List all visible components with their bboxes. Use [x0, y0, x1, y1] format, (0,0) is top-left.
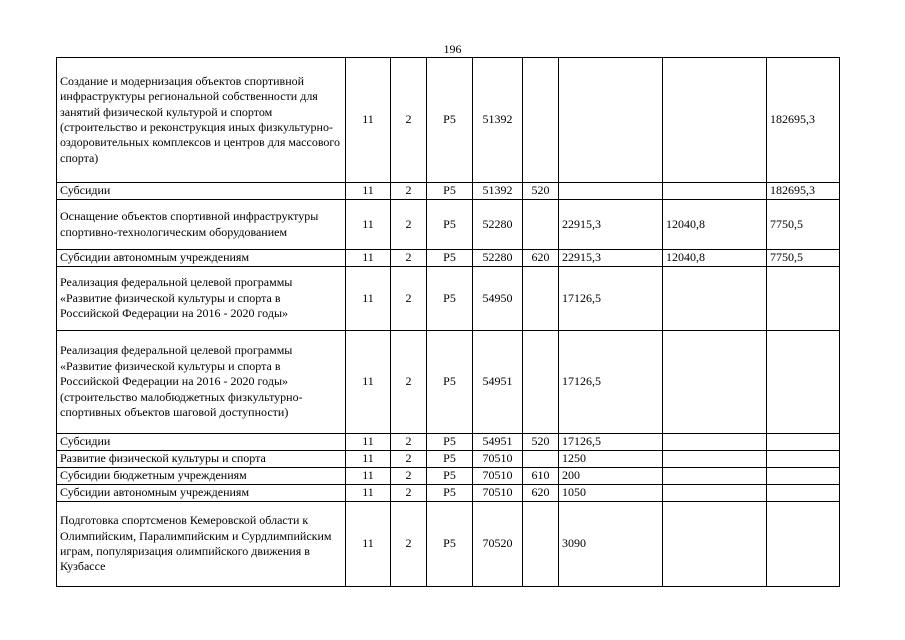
- amount-year-2: [663, 183, 767, 200]
- amount-year-1: 22915,3: [559, 200, 663, 250]
- amount-year-2: [663, 468, 767, 485]
- item-name: Субсидии автономным учреждениям: [57, 250, 346, 267]
- program-code: Р5: [427, 485, 473, 502]
- subsection-code: 2: [391, 331, 427, 434]
- amount-year-1: [559, 183, 663, 200]
- section-code: 11: [346, 200, 391, 250]
- expense-type-code: [523, 267, 559, 331]
- target-article-code: 54951: [473, 331, 523, 434]
- amount-year-1: 17126,5: [559, 434, 663, 451]
- amount-year-3: [767, 331, 840, 434]
- amount-year-2: [663, 331, 767, 434]
- expense-type-code: [523, 451, 559, 468]
- table-row: [57, 250, 840, 267]
- target-article-code: 52280: [473, 250, 523, 267]
- item-name: Реализация федеральной целевой программы «Развитие физической культуры и спорта в Российской Федерации на 2016 - 2020 годы»: [57, 267, 346, 331]
- program-code: Р5: [427, 58, 473, 183]
- item-name: Субсидии бюджетным учреждениям: [57, 468, 346, 485]
- amount-year-2: [663, 267, 767, 331]
- table-row: [57, 502, 840, 587]
- expense-type-code: [523, 58, 559, 183]
- target-article-code: 52280: [473, 200, 523, 250]
- subsection-code: 2: [391, 250, 427, 267]
- expense-type-code: 620: [523, 485, 559, 502]
- amount-year-2: [663, 58, 767, 183]
- section-code: 11: [346, 434, 391, 451]
- item-name: Создание и модернизация объектов спортивной инфраструктуры региональной собственности для занятий физической культурой и спортом (строительство и реконструкция иных физкультурно-оздоровительных комплексов и центров для массового спорта): [57, 58, 346, 183]
- amount-year-1: 200: [559, 468, 663, 485]
- amount-year-1: 1250: [559, 451, 663, 468]
- table-row: [57, 485, 840, 502]
- amount-year-3: 7750,5: [767, 200, 840, 250]
- program-code: Р5: [427, 451, 473, 468]
- item-name: Субсидии: [57, 183, 346, 200]
- subsection-code: 2: [391, 183, 427, 200]
- item-name: Развитие физической культуры и спорта: [57, 451, 346, 468]
- target-article-code: 70510: [473, 451, 523, 468]
- amount-year-2: [663, 485, 767, 502]
- table-row: [57, 267, 840, 331]
- amount-year-2: [663, 502, 767, 587]
- amount-year-1: 17126,5: [559, 267, 663, 331]
- target-article-code: 70510: [473, 468, 523, 485]
- amount-year-2: 12040,8: [663, 250, 767, 267]
- section-code: 11: [346, 485, 391, 502]
- program-code: Р5: [427, 331, 473, 434]
- amount-year-1: 17126,5: [559, 331, 663, 434]
- target-article-code: 54951: [473, 434, 523, 451]
- subsection-code: 2: [391, 267, 427, 331]
- section-code: 11: [346, 58, 391, 183]
- table-row: [57, 451, 840, 468]
- item-name: Подготовка спортсменов Кемеровской области к Олимпийским, Паралимпийским и Сурдлимпийским играм, популяризация олимпийского движения в Кузбассе: [57, 502, 346, 587]
- amount-year-1: [559, 58, 663, 183]
- expense-type-code: 610: [523, 468, 559, 485]
- program-code: Р5: [427, 200, 473, 250]
- table-row: [57, 183, 840, 200]
- program-code: Р5: [427, 250, 473, 267]
- item-name: Субсидии: [57, 434, 346, 451]
- expense-type-code: 520: [523, 434, 559, 451]
- subsection-code: 2: [391, 58, 427, 183]
- section-code: 11: [346, 267, 391, 331]
- amount-year-2: [663, 451, 767, 468]
- item-name: Реализация федеральной целевой программы «Развитие физической культуры и спорта в Российской Федерации на 2016 - 2020 годы» (строительство малобюджетных физкультурно-спортивных объектов шаговой доступности): [57, 331, 346, 434]
- subsection-code: 2: [391, 451, 427, 468]
- amount-year-3: [767, 485, 840, 502]
- item-name: Оснащение объектов спортивной инфраструктуры спортивно-технологическим оборудованием: [57, 200, 346, 250]
- amount-year-2: [663, 434, 767, 451]
- expense-type-code: [523, 502, 559, 587]
- section-code: 11: [346, 502, 391, 587]
- page-number: 196: [443, 42, 462, 56]
- target-article-code: 51392: [473, 183, 523, 200]
- program-code: Р5: [427, 502, 473, 587]
- amount-year-3: 182695,3: [767, 58, 840, 183]
- target-article-code: 70520: [473, 502, 523, 587]
- section-code: 11: [346, 451, 391, 468]
- subsection-code: 2: [391, 200, 427, 250]
- table-row: [57, 200, 840, 250]
- amount-year-1: 3090: [559, 502, 663, 587]
- subsection-code: 2: [391, 468, 427, 485]
- amount-year-3: [767, 468, 840, 485]
- expense-type-code: [523, 200, 559, 250]
- amount-year-3: [767, 267, 840, 331]
- table-row: [57, 434, 840, 451]
- program-code: Р5: [427, 267, 473, 331]
- subsection-code: 2: [391, 485, 427, 502]
- amount-year-3: [767, 434, 840, 451]
- table-row: [57, 58, 840, 183]
- target-article-code: 54950: [473, 267, 523, 331]
- budget-table: [56, 57, 840, 587]
- amount-year-1: 1050: [559, 485, 663, 502]
- program-code: Р5: [427, 183, 473, 200]
- item-name: Субсидии автономным учреждениям: [57, 485, 346, 502]
- program-code: Р5: [427, 434, 473, 451]
- section-code: 11: [346, 183, 391, 200]
- section-code: 11: [346, 250, 391, 267]
- amount-year-3: [767, 451, 840, 468]
- amount-year-3: 7750,5: [767, 250, 840, 267]
- target-article-code: 51392: [473, 58, 523, 183]
- program-code: Р5: [427, 468, 473, 485]
- section-code: 11: [346, 468, 391, 485]
- expense-type-code: 520: [523, 183, 559, 200]
- amount-year-3: 182695,3: [767, 183, 840, 200]
- expense-type-code: [523, 331, 559, 434]
- amount-year-1: 22915,3: [559, 250, 663, 267]
- subsection-code: 2: [391, 502, 427, 587]
- target-article-code: 70510: [473, 485, 523, 502]
- table-row: [57, 331, 840, 434]
- table-row: [57, 468, 840, 485]
- amount-year-2: 12040,8: [663, 200, 767, 250]
- subsection-code: 2: [391, 434, 427, 451]
- expense-type-code: 620: [523, 250, 559, 267]
- section-code: 11: [346, 331, 391, 434]
- amount-year-3: [767, 502, 840, 587]
